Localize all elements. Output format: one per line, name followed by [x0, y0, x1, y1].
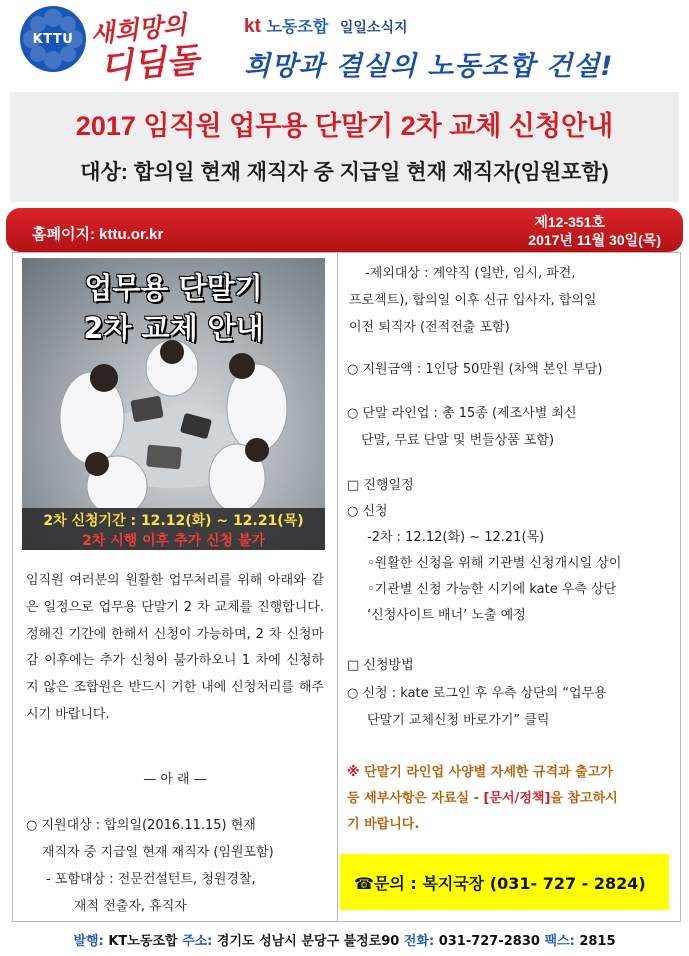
contact-box — [340, 854, 669, 910]
exclude-line-3: 이전 퇴직자 (전적전출 포함) — [349, 320, 510, 335]
publisher-label: 발행: — [73, 934, 104, 949]
info-bar — [6, 208, 683, 252]
method-heading: □ 신청방법 — [347, 658, 414, 673]
image-title-line1: 업무용 단말기 — [84, 271, 263, 305]
section-divider-ara: — 아 래 — — [143, 772, 207, 787]
fax-value: 2815 — [579, 934, 616, 949]
apply-line-4: ‘신청사이트 배너’ 노출 예정 — [367, 608, 526, 623]
footer — [0, 930, 689, 949]
apply-line-2: ◦원활한 신청을 위해 기관별 신청개시일 상이 — [367, 556, 622, 571]
apply-line-3: ◦기관별 신청 가능한 시기에 kate 우측 상단 — [367, 582, 617, 597]
method-line-1: ○ 신청 : kate 로그인 후 우측 상단의 “업무용 — [347, 686, 607, 701]
kt-logo: kt — [244, 16, 261, 37]
motto: 희망과 결실의 노동조합 건설! — [244, 51, 614, 82]
lineup-line-1: ○ 단말 라인업 : 총 15종 (제조사별 최신 — [347, 406, 577, 421]
page-subtitle: 대상: 합의일 현재 재직자 중 지급일 현재 재직자(임원포함) — [80, 161, 609, 184]
issue-number: 제12-351호 — [534, 214, 605, 230]
title-block — [10, 92, 679, 202]
apply-heading: ○ 신청 — [347, 504, 388, 519]
phone-value[interactable]: 031-727-2830 — [438, 934, 540, 949]
target-line-4: 재적 전출자, 휴직자 — [74, 899, 187, 914]
publisher-value: KT노동조합 — [108, 934, 178, 949]
notice-line-1 — [347, 760, 665, 786]
notice-text-3: 을 참고하시 — [550, 791, 618, 806]
union-name — [244, 14, 408, 38]
apply-line-1: -2차 : 12.12(화) ~ 12.21(목) — [367, 530, 545, 545]
column-divider — [337, 252, 338, 922]
slogan-line2: 디딤돌 — [98, 40, 201, 88]
kttu-logo[interactable] — [20, 6, 86, 72]
logo-text: KTTU — [32, 31, 74, 47]
image-caption-warning: 2차 시행 이후 추가 신청 불가 — [82, 533, 265, 549]
issue-date: 2017년 11월 30일(목) — [528, 232, 661, 248]
slogan-line1: 새희망의 — [88, 10, 189, 49]
notice-line-2 — [347, 786, 665, 812]
meeting-scene-illustration — [22, 338, 325, 508]
promo-image — [22, 258, 325, 550]
target-line-3: - 포함대상 : 전문컨설턴트, 청원경찰, — [46, 872, 256, 887]
phone-label: 전화: — [403, 934, 435, 949]
union-label: 노동조합 — [266, 17, 329, 36]
exclude-line-2: 프로젝트), 합의일 이후 신규 입사자, 합의일 — [349, 293, 597, 308]
image-title-line2: 2차 교체 안내 — [83, 311, 264, 345]
lineup-line-2: 단말, 무료 단말 및 번들상품 포함) — [361, 433, 555, 448]
image-caption-bar — [22, 508, 325, 550]
page-title: 2017 임직원 업무용 단말기 2차 교체 신청안내 — [75, 111, 614, 141]
fax-label: 팩스: — [544, 934, 575, 949]
notice-line-3: 기 바랍니다. — [347, 817, 420, 832]
intro-paragraph: 임직원 여러분의 원활한 업무처리를 위해 아래와 같은 일정으로 업무용 단말기 2 차 교체를 진행합니다. 정해진 기간에 한해서 신청이 가능하며, 2 차 신청마감 이후에는 추가 신청이 불가하오니 1 차에 신청하지 않은 조합원은 반드시 기한 내에 신청처리를 해주시기 바랍니다. — [26, 573, 324, 722]
target-line-1: ○ 지원대상 : 합의일(2016.11.15) 현재 — [26, 818, 256, 833]
homepage-link[interactable]: 홈페이지: kttu.or.kr — [32, 226, 164, 243]
contact-phone[interactable]: ☎문의 : 복지국장 (031- 727 - 2824) — [354, 874, 646, 893]
schedule-heading: □ 진행일정 — [347, 478, 414, 493]
notice-text-1: 단말기 라인업 사양별 자세한 규격과 출고가 — [359, 765, 613, 780]
image-caption-period: 2차 신청기간 : 12.12(화) ~ 12.21(목) — [43, 513, 304, 529]
address-value: 경기도 성남시 분당구 불정로90 — [216, 934, 400, 949]
exclude-line-1: -제외대상 : 계약직 (일반, 임시, 파견, — [365, 266, 576, 281]
notice-text-2: 등 세부사항은 자료실 - — [347, 791, 484, 806]
address-label: 주소: — [182, 934, 213, 949]
method-line-2: 단말기 교체신청 바로가기” 클릭 — [367, 713, 550, 728]
header — [0, 0, 689, 92]
notice-link[interactable]: [문서/정책] — [483, 791, 551, 806]
notice-box — [347, 760, 665, 838]
notice-mark: ※ — [347, 765, 360, 780]
amount-line: ○ 지원금액 : 1인당 50만원 (차액 본인 부담) — [347, 362, 603, 377]
target-line-2: 재직자 중 지급일 현재 재직자 (임원포함) — [42, 845, 274, 860]
slogan-script — [88, 8, 230, 88]
support-target-list — [26, 812, 336, 920]
newsletter-label: 일일소식지 — [339, 20, 408, 36]
